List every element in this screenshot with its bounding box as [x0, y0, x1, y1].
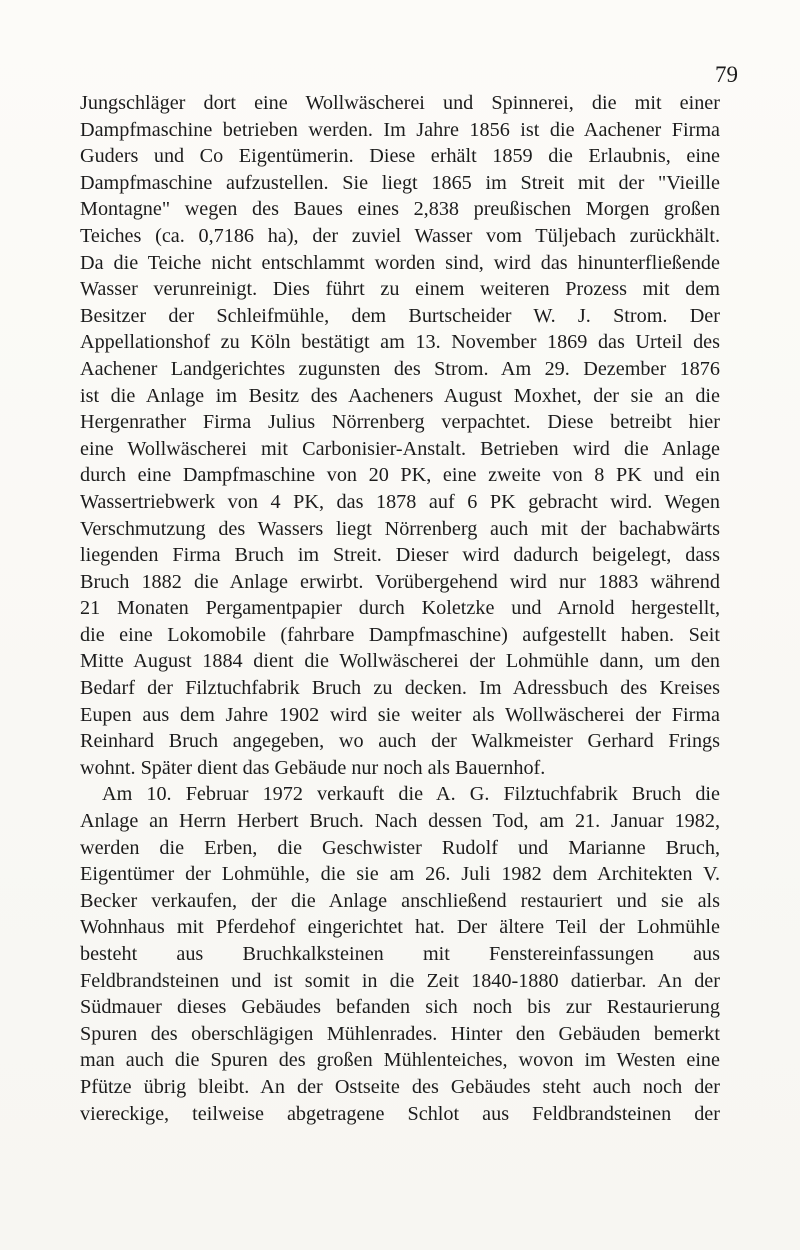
text-line: Teiches (ca. 0,7186 ha), der zuviel Wasser vom Tüljebach zurückhält. [80, 224, 720, 247]
text-line: Dampfmaschine betrieben werden. Im Jahre 1856 ist die Aachener Firma [80, 118, 720, 141]
text-line: besteht aus Bruchkalksteinen mit Fenstereinfassungen aus [80, 943, 720, 965]
text-line: Anlage an Herrn Herbert Bruch. Nach dessen Tod, am 21. Januar 1982, [80, 810, 720, 833]
text-line: die eine Lokomobile (fahrbare Dampfmaschine) aufgestellt haben. Seit [80, 623, 720, 646]
text-line: Wohnhaus mit Pferdehof eingerichtet hat. Der ältere Teil der Lohmühle [80, 916, 720, 939]
text-line: Reinhard Bruch angegeben, wo auch der Walkmeister Gerhard Frings [80, 730, 720, 753]
text-line: wohnt. Später dient das Gebäude nur noch als Bauernhof. [80, 756, 546, 779]
text-line: Guders und Co Eigentümerin. Diese erhält 1859 die Erlaubnis, eine [80, 145, 720, 168]
text-line: Da die Teiche nicht entschlammt worden sind, wird das hinunterfließende [80, 251, 720, 274]
text-line: Verschmutzung des Wassers liegt Nörrenberg auch mit der bachabwärts [80, 517, 720, 540]
text-line: durch eine Dampfmaschine von 20 PK, eine zweite von 8 PK und ein [80, 464, 720, 487]
text-line: viereckige, teilweise abgetragene Schlot aus Feldbrandsteinen der [80, 1102, 720, 1125]
text-line: eine Wollwäscherei mit Carbonisier-Anstalt. Betrieben wird die Anlage [80, 437, 720, 460]
text-line: Eigentümer der Lohmühle, die sie am 26. Juli 1982 dem Architekten V. [80, 863, 720, 886]
text-line: Besitzer der Schleifmühle, dem Burtscheider W. J. Strom. Der [80, 304, 720, 327]
text-line: Feldbrandsteinen und ist somit in die Zeit 1840-1880 datierbar. An der [80, 969, 720, 992]
text-line: Jungschläger dort eine Wollwäscherei und Spinnerei, die mit einer [80, 92, 720, 114]
text-line: werden die Erben, die Geschwister Rudolf und Marianne Bruch, [80, 836, 720, 859]
body-text [80, 90, 720, 1127]
text-line: Wassertriebwerk von 4 PK, das 1878 auf 6 PK gebracht wird. Wegen [80, 490, 720, 513]
text-line: Bedarf der Filztuchfabrik Bruch zu decken. Im Adressbuch des Kreises [80, 677, 720, 700]
text-line: Dampfmaschine aufzustellen. Sie liegt 1865 im Streit mit der "Vieille [80, 171, 720, 194]
text-line: Am 10. Februar 1972 verkauft die A. G. Filztuchfabrik Bruch die [102, 783, 720, 806]
text-line: Appellationshof zu Köln bestätigt am 13. November 1869 das Urteil des [80, 331, 720, 354]
text-line: Spuren des oberschlägigen Mühlenrades. Hinter den Gebäuden bemerkt [80, 1022, 720, 1045]
text-line: Pfütze übrig bleibt. An der Ostseite des Gebäudes steht auch noch der [80, 1075, 720, 1098]
text-line: Hergenrather Firma Julius Nörrenberg verpachtet. Diese betreibt hier [80, 411, 720, 434]
page-number: 79 [715, 62, 738, 87]
text-line: 21 Monaten Pergamentpapier durch Koletzke und Arnold hergestellt, [80, 597, 720, 620]
text-line: Mitte August 1884 dient die Wollwäscherei der Lohmühle dann, um den [80, 650, 720, 673]
text-line: Aachener Landgerichtes zugunsten des Strom. Am 29. Dezember 1876 [80, 357, 720, 380]
text-line: Bruch 1882 die Anlage erwirbt. Vorübergehend wird nur 1883 während [80, 570, 720, 593]
text-line: Wasser verunreinigt. Dies führt zu einem weiteren Prozess mit dem [80, 278, 720, 301]
text-line: Südmauer dieses Gebäudes befanden sich noch bis zur Restaurierung [80, 996, 720, 1019]
text-line: man auch die Spuren des großen Mühlenteiches, wovon im Westen eine [80, 1049, 720, 1072]
text-line: liegenden Firma Bruch im Streit. Dieser wird dadurch beigelegt, dass [80, 544, 720, 567]
text-line: Becker verkaufen, der die Anlage anschließend restauriert und sie als [80, 889, 720, 912]
text-line: ist die Anlage im Besitz des Aacheners August Moxhet, der sie an die [80, 384, 720, 407]
text-line: Montagne" wegen des Baues eines 2,838 preußischen Morgen großen [80, 198, 720, 221]
text-line: Eupen aus dem Jahre 1902 wird sie weiter als Wollwäscherei der Firma [80, 703, 720, 726]
